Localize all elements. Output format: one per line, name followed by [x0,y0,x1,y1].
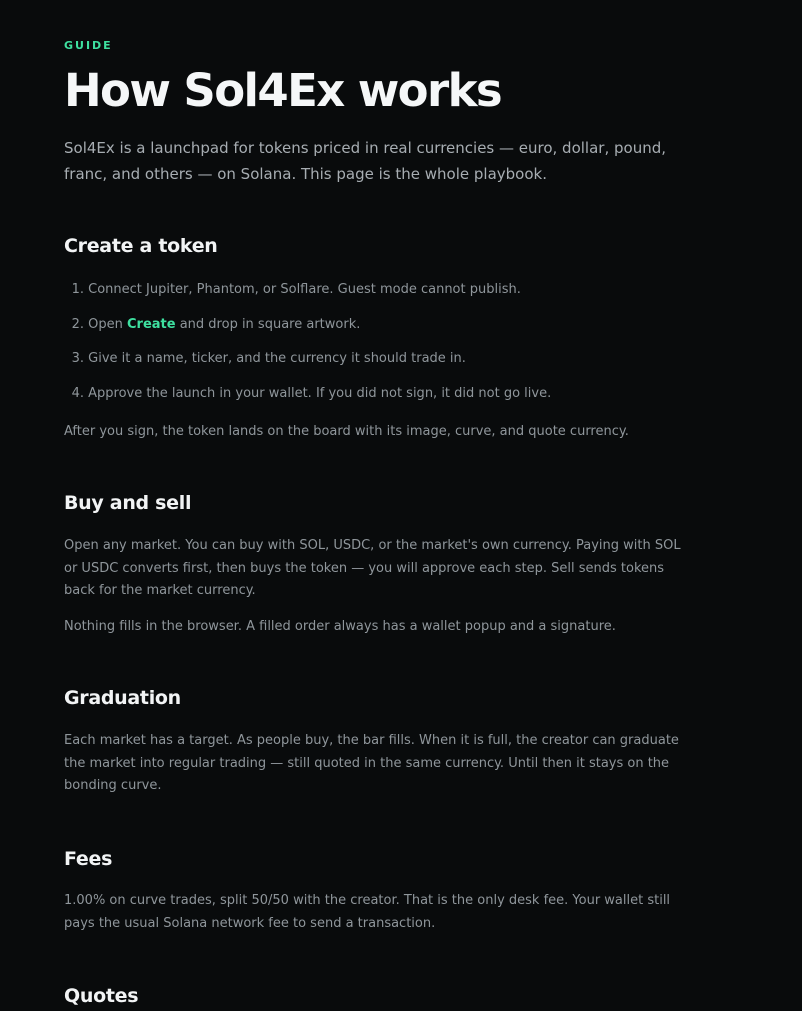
list-item [64,313,704,336]
list-item [64,382,704,405]
page-title: How Sol4Ex works [64,64,502,117]
create-note: After you sign, the token lands on the board with its image, curve, and quote currency. [64,424,629,439]
create-steps-list [64,278,704,416]
buy-sell-paragraph-1: Open any market. You can buy with SOL, USDC, or the market's own currency. Paying with SOL or USDC converts first, then buys the token — you will approve each step. Sell sends tokens back for the market currency. [64,538,681,598]
section-heading-buy-sell: Buy and sell [64,492,192,514]
lead-paragraph: Sol4Ex is a launchpad for tokens priced in real currencies — euro, dollar, pound, franc, and others — on Solana. This page is the whole playbook. [64,139,666,183]
step-text: Approve the launch in your wallet. If you did not sign, it did not go live. [88,385,552,401]
step-number: 4. [71,385,84,401]
fees-paragraph: 1.00% on curve trades, split 50/50 with the creator. That is the only desk fee. Your wallet still pays the usual Solana network fee to send a transaction. [64,893,671,931]
step-text: Give it a name, ticker, and the currency it should trade in. [88,351,466,366]
section-heading-graduation: Graduation [64,687,181,709]
buy-sell-paragraph-2: Nothing fills in the browser. A filled order always has a wallet popup and a signature. [64,619,616,634]
step-text-before: Open [88,316,127,332]
section-heading-fees: Fees [64,848,113,870]
graduation-paragraph: Each market has a target. As people buy, the bar fills. When it is full, the creator can graduate the market into regular trading — still quoted in the same currency. Until then it stays on the bonding curve. [64,733,679,793]
section-heading-quotes: Quotes [64,985,139,1007]
step-text-after: and drop in square artwork. [175,316,361,332]
step-number: 1. [71,282,84,297]
step-number: 2. [71,316,84,332]
eyebrow-label: GUIDE [64,39,113,52]
step-number: 3. [71,351,84,366]
step-text: Connect Jupiter, Phantom, or Solflare. Guest mode cannot publish. [88,282,521,297]
create-link[interactable]: Create [127,316,176,332]
section-heading-create: Create a token [64,235,218,257]
list-item [64,278,704,301]
list-item [64,347,704,370]
